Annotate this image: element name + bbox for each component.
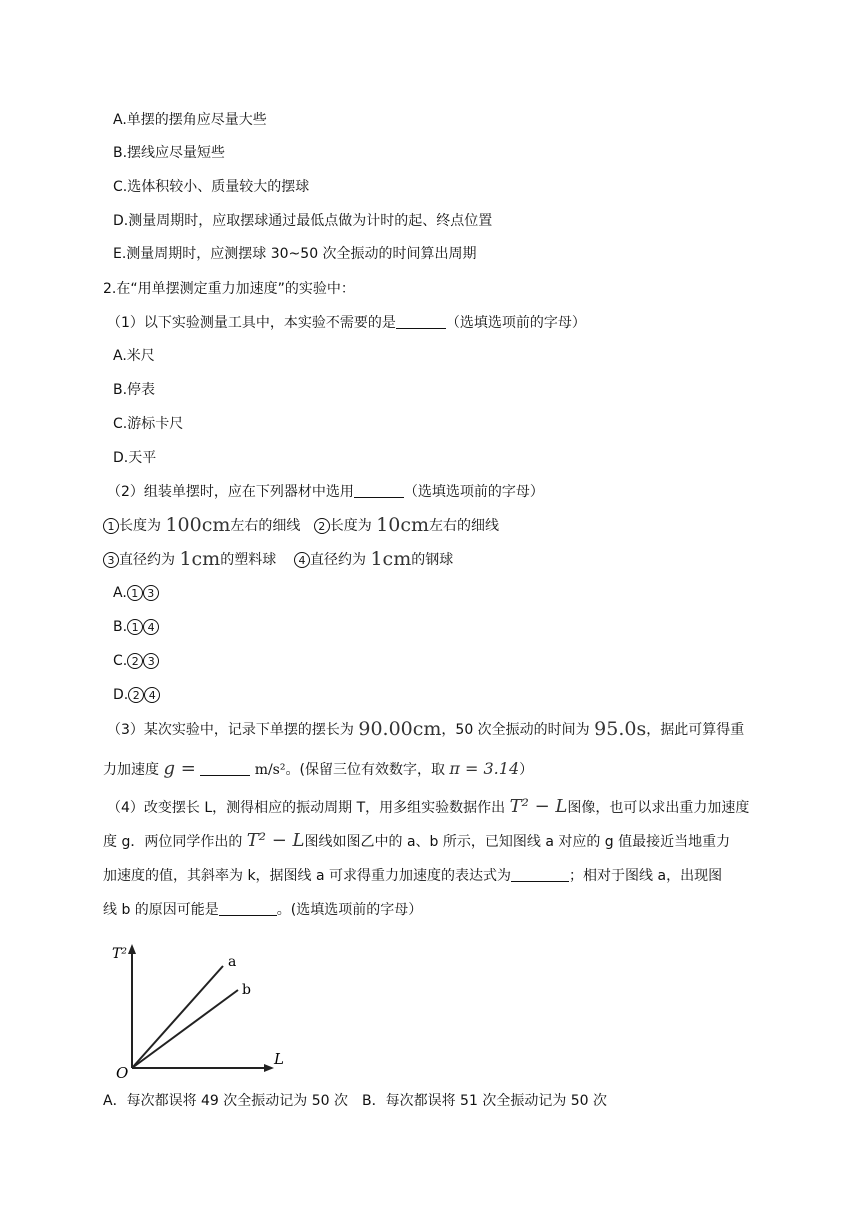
q2-part2-option-d: D. 2 4 bbox=[113, 685, 160, 705]
circled-number: 1 bbox=[127, 619, 143, 635]
circled-number: 3 bbox=[143, 653, 159, 669]
q2-part2-option-c: C. 2 3 bbox=[113, 651, 159, 671]
q2-part1-option-b: B.停表 bbox=[113, 382, 156, 398]
circled-number: 2 bbox=[314, 518, 330, 534]
circled-number: 2 bbox=[128, 687, 144, 703]
q2-part3-line1: （3）某次实验中，记录下单摆的摆长为 90.00cm，50 次全振动的时间为 95.0s，据此可算得重 bbox=[107, 718, 745, 740]
material-row-1: 1 长度为 100cm左右的细线 2 长度为 10cm左右的细线 bbox=[103, 515, 499, 536]
expr: T² − L bbox=[246, 830, 305, 851]
circled-number: 2 bbox=[127, 653, 143, 669]
circled-number: 3 bbox=[143, 585, 159, 601]
x-axis-label: L bbox=[274, 1050, 284, 1068]
q1-option-d: D.测量周期时，应取摆球通过最低点做为计时的起、终点位置 bbox=[113, 213, 493, 229]
length-value: 90.00cm bbox=[358, 718, 442, 740]
q1-option-b: B.摆线应尽量短些 bbox=[113, 145, 226, 161]
line-a bbox=[132, 966, 223, 1068]
q2-part4-line1: （4）改变摆长 L，测得相应的振动周期 T，用多组实验数据作出 T² − L图像，也可以求出重力加速度 bbox=[107, 796, 750, 817]
q2-part1-option-a: A.米尺 bbox=[113, 348, 155, 364]
q2-part1-option-c: C.游标卡尺 bbox=[113, 416, 184, 432]
g-symbol: g = bbox=[163, 758, 196, 779]
q1-option-e: E.测量周期时，应测摆球 30~50 次全振动的时间算出周期 bbox=[113, 246, 477, 262]
material-value: 10cm bbox=[376, 514, 430, 536]
circled-number: 4 bbox=[144, 687, 160, 703]
t2-l-graph bbox=[108, 938, 288, 1080]
q2-part4-line3: 加速度的值，其斜率为 k，据图线 a 可求得重力加速度的表达式为 ；相对于图线 a，出现图 bbox=[103, 868, 723, 884]
material-row-2: 3 直径约为 1cm的塑料球 4 直径约为 1cm的钢球 bbox=[103, 549, 453, 570]
q1-option-a: A.单摆的摆角应尽量大些 bbox=[113, 112, 267, 128]
circled-number: 4 bbox=[143, 619, 159, 635]
line-b-label: b bbox=[242, 982, 251, 998]
q2-part3-line2: 力加速度 g = m/s²。(保留三位有效数字，取 π = 3.14） bbox=[103, 758, 534, 779]
q2-part2-prompt: （2）组装单摆时，应在下列器材中选用 （选填选项前的字母） bbox=[107, 484, 544, 500]
circled-number: 1 bbox=[103, 518, 119, 534]
q2-stem: 2.在“用单摆测定重力加速度”的实验中： bbox=[103, 281, 355, 297]
circled-number: 3 bbox=[103, 552, 119, 568]
answer-blank bbox=[396, 314, 446, 329]
q2-part4-options: A．每次都误将 49 次全振动记为 50 次 B．每次都误将 51 次全振动记为 50 次 bbox=[103, 1093, 608, 1109]
line-b bbox=[132, 990, 238, 1068]
q1-option-c: C.选体积较小、质量较大的摆球 bbox=[113, 179, 310, 195]
line-a-label: a bbox=[228, 954, 237, 970]
answer-blank bbox=[511, 867, 569, 882]
material-value: 100cm bbox=[165, 514, 231, 536]
expr: T² − L bbox=[509, 796, 568, 817]
unit: m/s² bbox=[254, 762, 286, 778]
time-value: 95.0s bbox=[594, 718, 647, 740]
x-axis-arrow bbox=[264, 1064, 274, 1072]
q2-part1-option-d: D.天平 bbox=[113, 450, 157, 466]
answer-blank bbox=[219, 901, 277, 916]
origin-label: O bbox=[116, 1064, 129, 1080]
q2-part4-line4: 线 b 的原因可能是 。(选填选项前的字母） bbox=[103, 902, 423, 918]
q2-part4-line2: 度 g．两位同学作出的 T² − L图线如图乙中的 a、b 所示，已知图线 a 对应的 g 值最接近当地重力 bbox=[103, 830, 731, 851]
q2-part2-option-a: A. 1 3 bbox=[113, 583, 159, 603]
y-axis-arrow bbox=[128, 944, 136, 954]
circled-number: 4 bbox=[294, 552, 310, 568]
q2-part1-prompt: （1）以下实验测量工具中，本实验不需要的是 （选填选项前的字母） bbox=[107, 315, 586, 331]
pi-value: π = 3.14 bbox=[449, 759, 520, 778]
answer-blank bbox=[354, 483, 404, 498]
circled-number: 1 bbox=[127, 585, 143, 601]
material-value: 1cm bbox=[370, 548, 412, 570]
answer-blank bbox=[200, 761, 250, 776]
q2-part2-option-b: B. 1 4 bbox=[113, 617, 159, 637]
y-axis-label: T² bbox=[112, 946, 127, 962]
material-value: 1cm bbox=[179, 548, 221, 570]
